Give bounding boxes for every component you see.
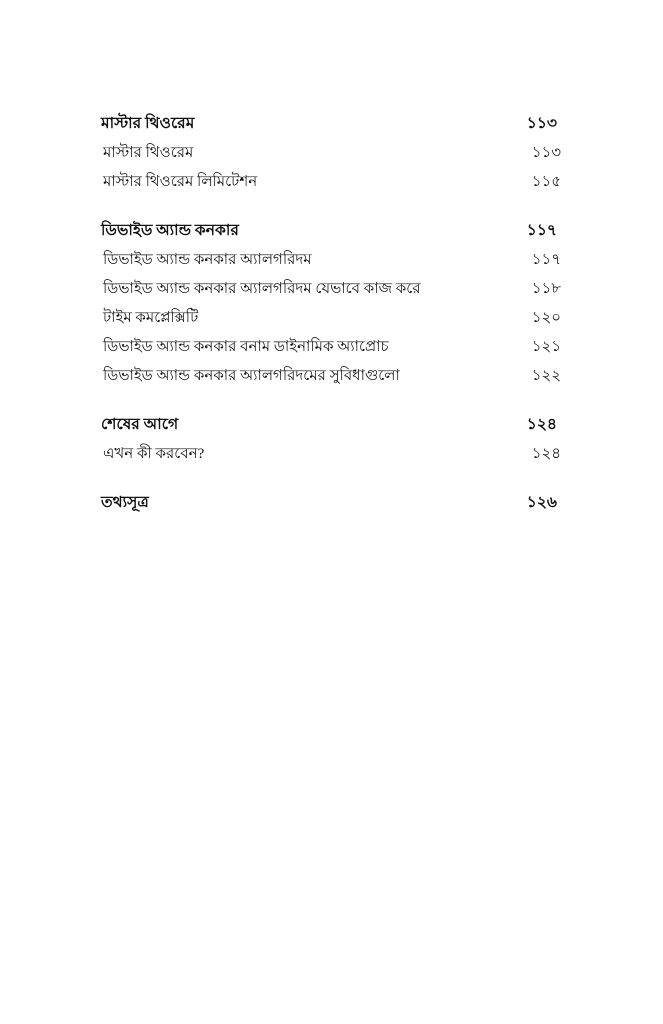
toc-page-number: ১২১ xyxy=(531,339,561,355)
toc-page-number: ১২০ xyxy=(531,310,561,326)
toc-page-number: ১১৫ xyxy=(531,174,561,190)
toc-section-row[interactable] xyxy=(101,488,557,518)
toc-entry-list xyxy=(101,109,561,518)
toc-entry-row[interactable] xyxy=(103,246,559,275)
toc-entry-title: ডিভাইড অ্যান্ড কনকার অ্যালগরিদমের সুবিধাগুলো xyxy=(103,368,400,384)
toc-entry-row[interactable] xyxy=(103,362,559,391)
toc-page-number: ১১৮ xyxy=(531,281,561,297)
toc-entry-row[interactable] xyxy=(103,275,559,304)
toc-entry-row[interactable] xyxy=(103,304,559,333)
toc-entry-title: মাস্টার থিওরেম লিমিটেশন xyxy=(103,174,258,190)
toc-section-row[interactable] xyxy=(101,216,557,246)
toc-entry-title: ডিভাইড অ্যান্ড কনকার বনাম ডাইনামিক অ্যাপ্রোচ xyxy=(103,339,389,355)
toc-entry-title: টাইম কমপ্লেক্সিটি xyxy=(103,310,199,326)
toc-entry-title: ডিভাইড অ্যান্ড কনকার অ্যালগরিদম xyxy=(103,252,312,268)
toc-page-number: ১১৭ xyxy=(526,222,557,239)
toc-section-title: তথ্যসূত্র xyxy=(101,494,149,511)
toc-entry-title: ডিভাইড অ্যান্ড কনকার অ্যালগরিদম যেভাবে কাজ করে xyxy=(103,281,421,297)
toc-entry-row[interactable] xyxy=(103,168,559,197)
toc-page-number: ১২২ xyxy=(531,368,561,384)
toc-page-number: ১১৩ xyxy=(526,115,557,132)
toc-section-row[interactable] xyxy=(101,410,557,440)
toc-entry-title: এখন কী করবেন? xyxy=(103,446,205,462)
toc-entry-row[interactable] xyxy=(103,139,559,168)
toc-section-title: মাস্টার থিওরেম xyxy=(101,115,195,132)
toc-page-number: ১২৪ xyxy=(526,416,557,433)
toc-section-title: শেষের আগে xyxy=(101,416,179,433)
toc-entry-title: মাস্টার থিওরেম xyxy=(103,145,194,161)
toc-page-number: ১১৩ xyxy=(531,145,561,161)
toc-page-number: ১১৭ xyxy=(531,252,561,268)
toc-section-row[interactable] xyxy=(101,109,557,139)
toc-entry-row[interactable] xyxy=(103,440,559,469)
toc-entry-row[interactable] xyxy=(103,333,559,362)
toc-section-title: ডিভাইড অ্যান্ড কনকার xyxy=(101,222,239,239)
toc-page-number: ১২৬ xyxy=(526,494,557,511)
toc-page-number: ১২৪ xyxy=(531,446,561,462)
